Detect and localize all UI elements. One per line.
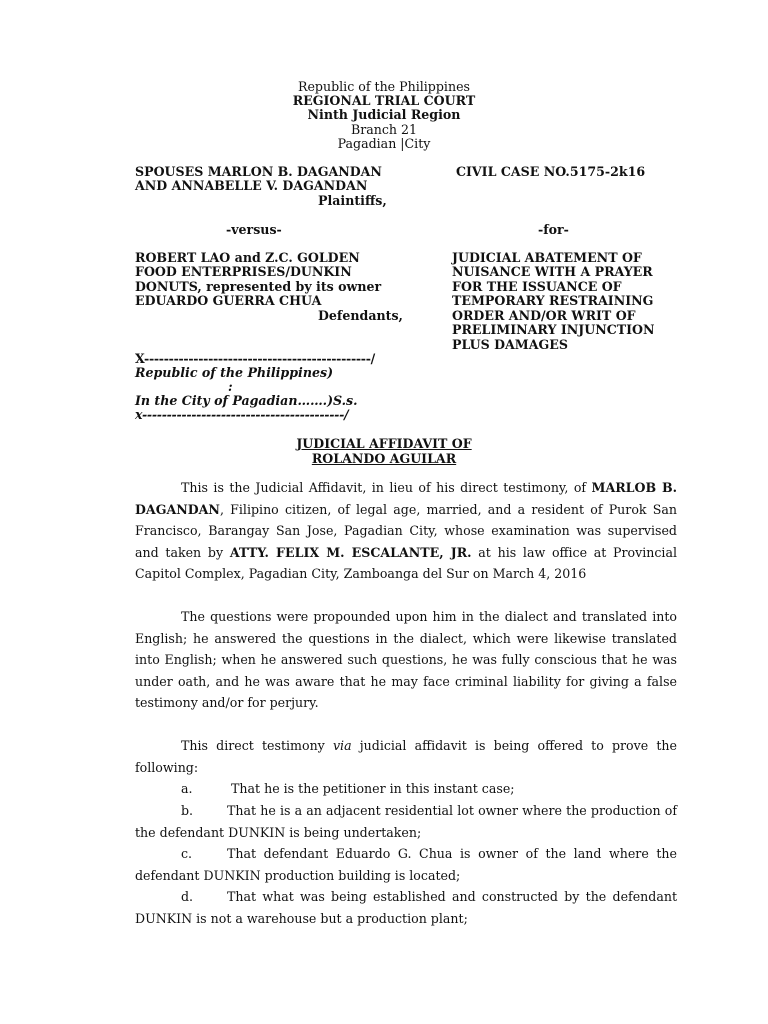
defendants-line-2: FOOD ENTERPRISES/DUNKIN [135, 264, 352, 279]
affidavit-title-line-2: ROLANDO AGUILAR [311, 451, 457, 466]
case-title-line-4: TEMPORARY RESTRAINING [452, 293, 654, 308]
list-item: b. That he is a an adjacent residential lot owner where the production of the defendant DUNKIN is being undertaken; [135, 803, 677, 840]
list-item: a. That he is the petitioner in this instant case; [181, 781, 515, 796]
venue-city: In the City of Pagadian…….)S.s. [135, 393, 358, 408]
defendants-line-3: DONUTS, represented by its owner [135, 279, 382, 294]
paragraph-purpose: This direct testimony via judicial affidavit is being offered to prove the following: [135, 738, 677, 775]
plaintiffs-role: Plaintiffs, [318, 193, 387, 208]
attorney-name: ATTY. FELIX M. ESCALANTE, JR. [229, 544, 472, 560]
venue-separator-top: X----------------------------------------------/ [135, 351, 375, 366]
header-region: Ninth Judicial Region [307, 107, 461, 122]
defendants-role: Defendants, [318, 308, 403, 323]
list-item: d. That what was being established and constructed by the defendant DUNKIN is not a warehouse but a production plant; [135, 889, 677, 926]
case-title-line-6: PRELIMINARY INJUNCTION [452, 322, 655, 337]
header-city: Pagadian |City [337, 136, 431, 151]
venue-colon: : [228, 379, 233, 394]
defendants-line-4: EDUARDO GUERRA CHUA [135, 293, 322, 308]
affiant-name: MARLOB B. DAGANDAN [135, 480, 677, 517]
for-label: -for- [538, 222, 569, 237]
via-word: via [332, 738, 352, 753]
case-title-line-1: JUDICIAL ABATEMENT OF [452, 250, 642, 265]
plaintiffs-line-2: AND ANNABELLE V. DAGANDAN [135, 178, 368, 193]
case-title-line-3: FOR THE ISSUANCE OF [452, 279, 622, 294]
header-republic: Republic of the Philippines [297, 79, 470, 94]
header-branch: Branch 21 [350, 122, 418, 137]
paragraph-oath: The questions were propounded upon him in the dialect and translated into English; he answered the questions in the dialect, which were likewise translated into English; when he answered such questions, he was fully conscious that he was under oath, and he was aware that he may face criminal liability for giving a false testimony and/or for perjury. [135, 609, 677, 711]
case-title-line-5: ORDER AND/OR WRIT OF [452, 308, 636, 323]
venue-separator-bottom: x-----------------------------------------/ [135, 407, 349, 422]
header-court-name: REGIONAL TRIAL COURT [292, 93, 476, 108]
plaintiffs-line-1: SPOUSES MARLON B. DAGANDAN [135, 164, 382, 179]
affidavit-title-line-1: JUDICIAL AFFIDAVIT OF [296, 436, 472, 451]
defendants-line-1: ROBERT LAO and Z.C. GOLDEN [135, 250, 360, 265]
list-item: c. That defendant Eduardo G. Chua is owner of the land where the defendant DUNKIN production building is located; [135, 846, 677, 883]
case-title-line-7: PLUS DAMAGES [452, 337, 568, 352]
versus-label: -versus- [226, 222, 282, 237]
paragraph-intro: This is the Judicial Affidavit, in lieu of his direct testimony, of MARLOB B. DAGANDAN, Filipino citizen, of legal age, married, and a resident of Purok San Francisco, Barangay San Jose, Pagadian City, whose examination was supervised and taken by ATTY. FELIX M. ESCALANTE, JR. at his law office at Provincial Capitol Complex, Pagadian City, Zamboanga del Sur on March 4, 2016 [135, 480, 677, 582]
case-title-line-2: NUISANCE WITH A PRAYER [452, 264, 653, 279]
case-number: CIVIL CASE NO.5175-2k16 [456, 164, 646, 179]
venue-republic: Republic of the Philippines) [135, 365, 334, 380]
